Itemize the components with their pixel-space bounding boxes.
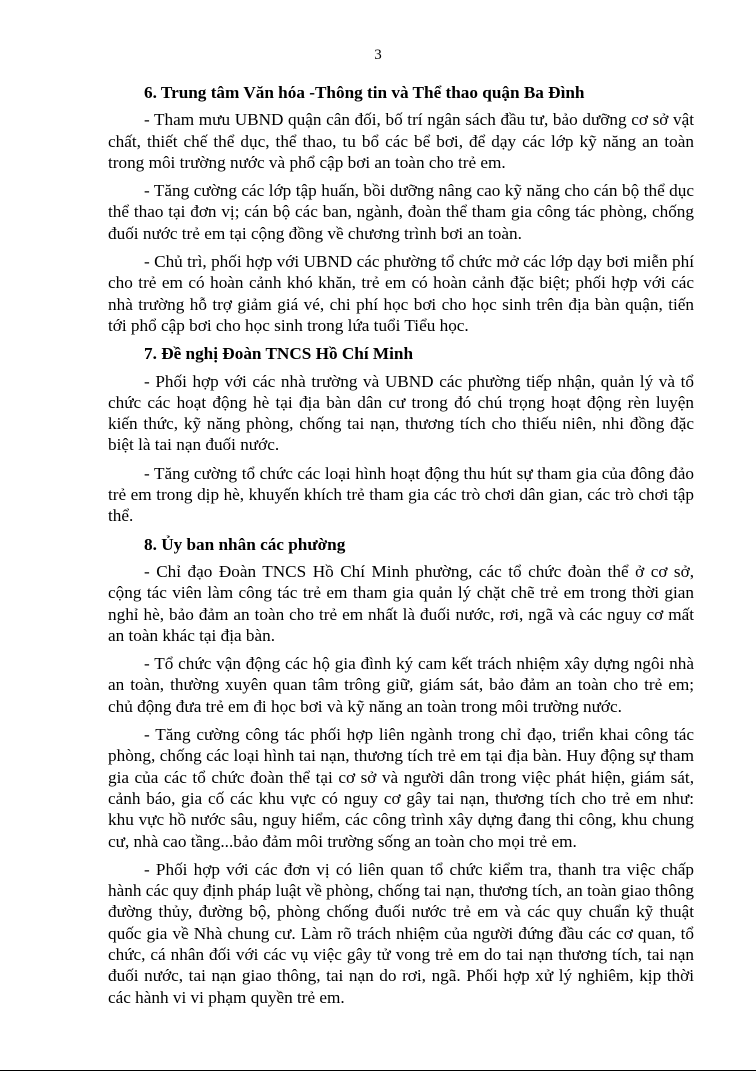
paragraph: - Tăng cường công tác phối hợp liên ngành trong chỉ đạo, triển khai công tác phòng, chống các loại hình tai nạn, thương tích trẻ em tại địa bàn. Huy động sự tham gia của các tổ chức đoàn thể tại cơ sở và người dân trong việc phát hiện, giám sát, cảnh báo, gia cố các khu vực có nguy cơ gây tai nạn, thương tích cho trẻ em như: khu vực hồ nước sâu, nguy hiểm, các công trình xây dựng đang thi công, khu chung cư, nhà cao tầng...bảo đảm môi trường sống an toàn cho mọi trẻ em. [108, 725, 694, 851]
document-body [108, 82, 694, 1015]
paragraph: - Chỉ đạo Đoàn TNCS Hồ Chí Minh phường, các tổ chức đoàn thể ở cơ sở, cộng tác viên làm công tác trẻ em tham gia quản lý chặt chẽ trẻ em trong thời gian nghỉ hè, bảo đảm an toàn cho trẻ em nhất là đuối nước, rơi, ngã và các nguy cơ mất an toàn khác tại địa bàn. [108, 561, 694, 645]
section-heading: 7. Đề nghị Đoàn TNCS Hồ Chí Minh [144, 344, 414, 364]
page-bottom-rule [0, 1070, 756, 1071]
paragraph: - Phối hợp với các đơn vị có liên quan tổ chức kiểm tra, thanh tra việc chấp hành các quy định pháp luật về phòng, chống tai nạn, thương tích, an toàn giao thông đường thủy, đường bộ, phòng chống đuối nước trẻ em và các quy chuẩn kỹ thuật quốc gia về Nhà chung cư. Làm rõ trách nhiệm của người đứng đầu các cơ quan, tổ chức, cá nhân đối với các vụ việc gây tử vong trẻ em do tai nạn thương tích, tai nạn đuối nước, tai nạn giao thông, tai nạn do rơi, ngã. Phối hợp xử lý nghiêm, kịp thời các hành vi vi phạm quyền trẻ em. [108, 859, 694, 1007]
paragraph: - Phối hợp với các nhà trường và UBND các phường tiếp nhận, quản lý và tổ chức các hoạt động hè tại địa bàn dân cư trong đó chú trọng hoạt động rèn luyện kiến thức, kỹ năng phòng, chống tai nạn, thương tích cho thiếu niên, nhi đồng đặc biệt là tai nạn đuối nước. [108, 371, 694, 455]
section-heading: 8. Ủy ban nhân các phường [144, 534, 346, 554]
section-7 [108, 343, 694, 526]
paragraph: - Tham mưu UBND quận cân đối, bố trí ngân sách đầu tư, bảo dưỡng cơ sở vật chất, thiết chế thể dục, thể thao, tu bổ các bể bơi, để dạy các lớp kỹ năng an toàn trong môi trường nước và phổ cập bơi an toàn cho trẻ em. [108, 110, 694, 172]
paragraph: - Tăng cường các lớp tập huấn, bồi dưỡng nâng cao kỹ năng cho cán bộ thể dục thể thao tại đơn vị; cán bộ các ban, ngành, đoàn thể tham gia công tác phòng, chống đuối nước trẻ em tại cộng đồng về chương trình bơi an toàn. [108, 181, 694, 243]
paragraph: - Tổ chức vận động các hộ gia đình ký cam kết trách nhiệm xây dựng ngôi nhà an toàn, thường xuyên quan tâm trông giữ, giám sát, bảo đảm an toàn cho trẻ em; chủ động đưa trẻ em đi học bơi và kỹ năng an toàn trong môi trường nước. [108, 654, 694, 716]
section-heading: 6. Trung tâm Văn hóa -Thông tin và Thể thao quận Ba Đình [144, 83, 585, 102]
paragraph: - Chủ trì, phối hợp với UBND các phường tổ chức mở các lớp dạy bơi miễn phí cho trẻ em có hoàn cảnh khó khăn, trẻ em có hoàn cảnh đặc biệt; phối hợp với các nhà trường hỗ trợ giảm giá vé, chi phí học bơi cho học sinh trên địa bàn quận, tiến tới phổ cập bơi cho học sinh trong lứa tuổi Tiểu học. [108, 252, 694, 335]
section-6 [108, 82, 694, 336]
page-number: 3 [374, 47, 382, 63]
section-8 [108, 534, 694, 1008]
paragraph: - Tăng cường tổ chức các loại hình hoạt động thu hút sự tham gia của đông đảo trẻ em trong dịp hè, khuyến khích trẻ tham gia các trò chơi dân gian, các trò chơi tập thể. [108, 463, 694, 526]
